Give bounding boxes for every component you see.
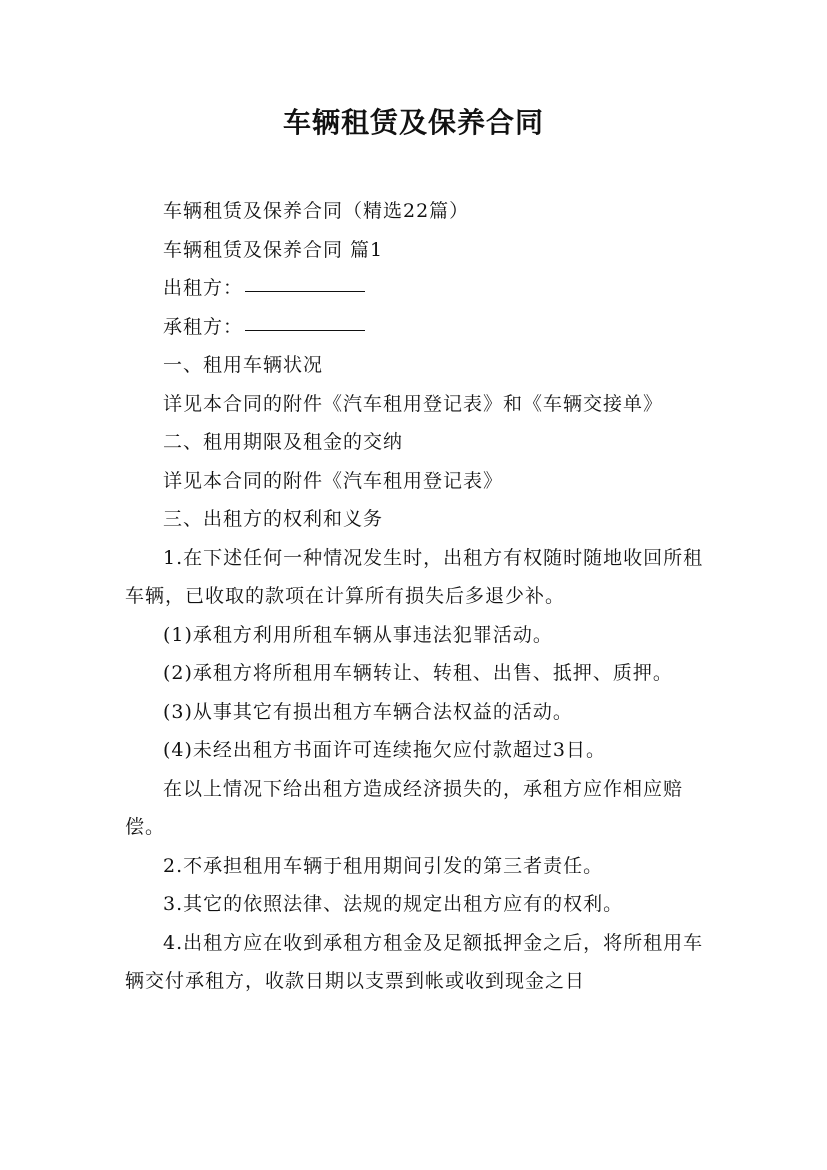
paragraph-clause-1: 1.在下述任何一种情况发生时，出租方有权随时随地收回所租车辆，已收取的款项在计算所有损失后多退少补。 <box>125 546 704 607</box>
lessor-blank-line <box>245 290 365 292</box>
paragraph-clause-2: 2.不承担租用车辆于租用期间引发的第三者责任。 <box>163 854 604 877</box>
paragraph-item-4: (4)未经出租方书面许可连续拖欠应付款超过3日。 <box>163 739 607 761</box>
paragraph-clause-3: 3.其它的依照法律、法规的规定出租方应有的权利。 <box>163 893 624 915</box>
paragraph-compensation: 在以上情况下给出租方造成经济损失的，承租方应作相应赔偿。 <box>125 777 684 838</box>
paragraph-section-heading: 车辆租赁及保养合同 篇1 <box>163 238 384 261</box>
paragraph-heading-1: 一、租用车辆状况 <box>163 354 324 376</box>
paragraph-item-2: (2)承租方将所租用车辆转让、转租、出售、抵押、质押。 <box>163 662 673 684</box>
lessor-label: 出租方： <box>163 277 244 299</box>
document-title: 车辆租赁及保养合同 <box>282 106 544 139</box>
lessee-blank-line <box>245 329 365 331</box>
paragraph-clause-4: 4.出租方应在收到承租方租金及足额抵押金之后，将所租用车辆交付承租方，收款日期以支票到帐或收到现金之日 <box>125 931 704 992</box>
paragraph-text-2: 详见本合同的附件《汽车租用登记表》 <box>163 469 504 492</box>
paragraph-heading-3: 三、出租方的权利和义务 <box>163 508 384 530</box>
paragraph-subtitle: 车辆租赁及保养合同（精选22篇） <box>163 200 470 222</box>
document-body <box>125 192 707 1001</box>
paragraph-text-1: 详见本合同的附件《汽车租用登记表》和《车辆交接单》 <box>163 392 664 415</box>
paragraph-lessee <box>125 308 707 347</box>
paragraph-item-3: (3)从事其它有损出租方车辆合法权益的活动。 <box>163 700 573 723</box>
lessee-label: 承租方： <box>163 315 244 338</box>
paragraph-heading-2: 二、租用期限及租金的交纳 <box>163 431 404 453</box>
paragraph-lessor <box>125 269 707 308</box>
paragraph-item-1: (1)承租方利用所租车辆从事违法犯罪活动。 <box>163 623 553 646</box>
